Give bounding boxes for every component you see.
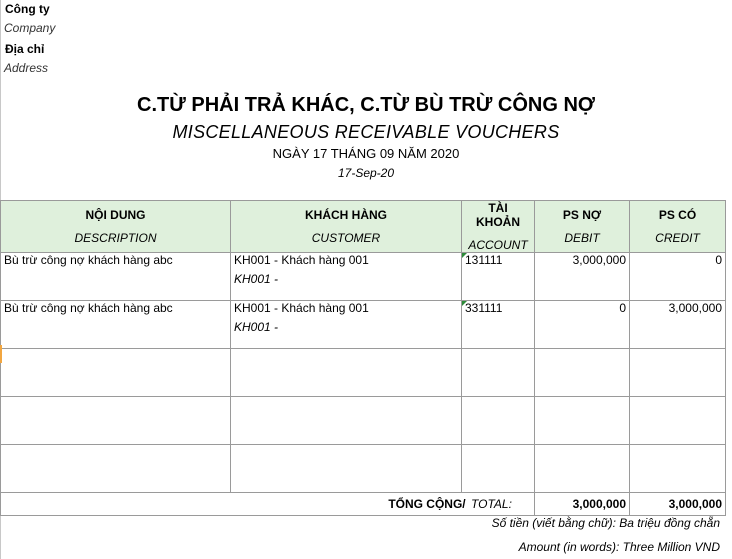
account-number: 331111 xyxy=(465,301,503,315)
table-header-row xyxy=(1,201,726,253)
customer-name: KH001 - Khách hàng 001 xyxy=(234,301,369,315)
cell-account[interactable] xyxy=(462,301,535,349)
table-row-empty xyxy=(1,349,726,397)
amount-words-en-value: Three Million VND xyxy=(622,540,720,554)
cell-empty[interactable] xyxy=(462,349,535,397)
total-label-en: TOTAL: xyxy=(471,497,512,511)
cell-empty[interactable] xyxy=(231,397,462,445)
cell-customer[interactable] xyxy=(231,301,462,349)
row-selection-marker xyxy=(0,345,2,363)
company-label: Công ty xyxy=(5,2,50,16)
total-label-vn: TỔNG CỘNG/ xyxy=(388,497,466,511)
address-label-en: Address xyxy=(4,61,49,75)
table-row-empty xyxy=(1,445,726,493)
customer-code: KH001 - xyxy=(234,272,279,286)
col-header-customer: KHÁCH HÀNG CUSTOMER xyxy=(231,201,462,253)
cell-empty[interactable] xyxy=(630,397,726,445)
cell-account[interactable] xyxy=(462,253,535,301)
cell-empty[interactable] xyxy=(630,445,726,493)
company-label-en: Company xyxy=(4,21,56,35)
cell-comment-marker-icon xyxy=(462,253,467,258)
col-header-debit: PS NỢ DEBIT xyxy=(535,201,630,253)
table-row-empty xyxy=(1,397,726,445)
cell-empty[interactable] xyxy=(1,349,231,397)
col-header-credit: PS CÓ CREDIT xyxy=(630,201,726,253)
amount-words-en-label: Amount (in words): xyxy=(518,540,620,554)
cell-empty[interactable] xyxy=(535,445,630,493)
amount-words-vn-label: Số tiền (viết bằng chữ): xyxy=(491,516,616,530)
cell-debit[interactable]: 3,000,000 xyxy=(535,253,630,301)
voucher-table xyxy=(0,200,726,516)
amount-in-words-en xyxy=(519,540,720,554)
cell-credit[interactable]: 3,000,000 xyxy=(630,301,726,349)
cell-empty[interactable] xyxy=(462,445,535,493)
cell-description[interactable]: Bù trừ công nợ khách hàng abc xyxy=(1,253,231,301)
cell-empty[interactable] xyxy=(231,445,462,493)
amount-words-vn-value: Ba triệu đồng chẵn xyxy=(619,516,720,530)
voucher-subtitle: MISCELLANEOUS RECEIVABLE VOUCHERS xyxy=(172,122,560,142)
cell-empty[interactable] xyxy=(1,445,231,493)
amount-in-words-vn xyxy=(492,516,720,530)
cell-empty[interactable] xyxy=(231,349,462,397)
total-row xyxy=(1,493,726,516)
address-label: Địa chỉ xyxy=(5,42,45,56)
account-number: 131111 xyxy=(465,253,503,267)
voucher-title: C.TỪ PHẢI TRẢ KHÁC, C.TỪ BÙ TRỪ CÔNG NỢ xyxy=(137,94,595,116)
voucher-date-vn: NGÀY 17 THÁNG 09 NĂM 2020 xyxy=(272,146,460,161)
cell-empty[interactable] xyxy=(535,349,630,397)
cell-empty[interactable] xyxy=(535,397,630,445)
customer-name: KH001 - Khách hàng 001 xyxy=(234,253,369,267)
cell-customer[interactable] xyxy=(231,253,462,301)
table-row xyxy=(1,301,726,349)
cell-credit[interactable]: 0 xyxy=(630,253,726,301)
cell-description[interactable]: Bù trừ công nợ khách hàng abc xyxy=(1,301,231,349)
total-label xyxy=(1,493,535,516)
cell-empty[interactable] xyxy=(630,349,726,397)
col-header-account: TÀI KHOẢN ACCOUNT xyxy=(462,201,535,253)
cell-debit[interactable]: 0 xyxy=(535,301,630,349)
table-row xyxy=(1,253,726,301)
total-credit[interactable]: 3,000,000 xyxy=(630,493,726,516)
cell-empty[interactable] xyxy=(462,397,535,445)
voucher-date-en: 17-Sep-20 xyxy=(337,166,395,180)
col-header-description: NỘI DUNG DESCRIPTION xyxy=(1,201,231,253)
customer-code: KH001 - xyxy=(234,320,279,334)
cell-empty[interactable] xyxy=(1,397,231,445)
cell-comment-marker-icon xyxy=(462,301,467,306)
total-debit[interactable]: 3,000,000 xyxy=(535,493,630,516)
